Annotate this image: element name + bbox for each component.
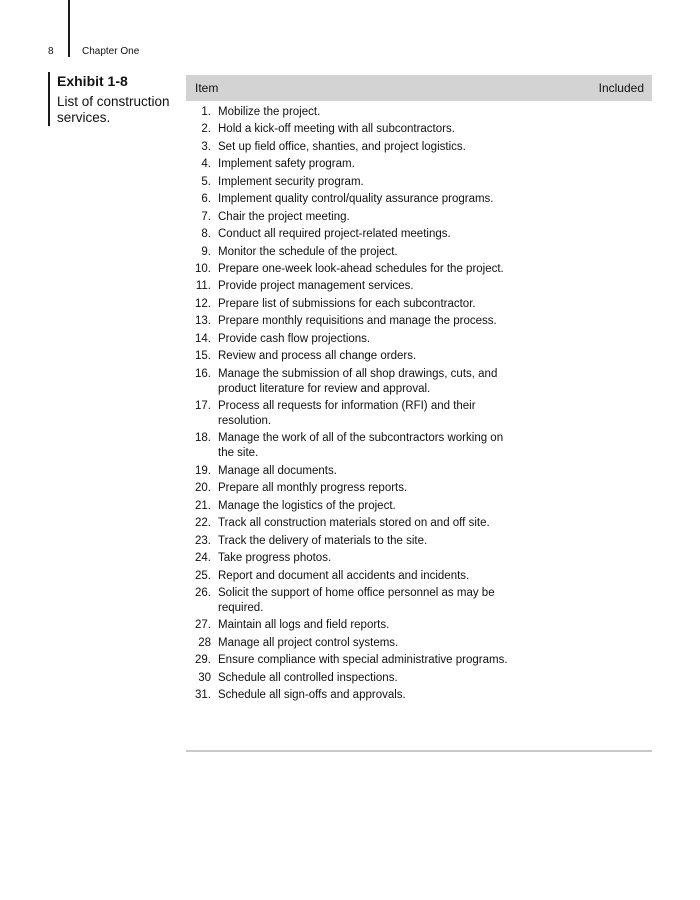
item-text: Chair the project meeting. (218, 210, 350, 223)
header-vertical-rule (68, 0, 70, 57)
item-number: 22. (195, 517, 211, 530)
table-row (186, 688, 652, 703)
item-number: 31. (195, 689, 211, 702)
table-row (186, 227, 652, 242)
item-text: Solicit the support of home office personnel as may be required. (218, 586, 495, 614)
table-row (186, 534, 652, 549)
table-row (186, 516, 652, 531)
chapter-title: Chapter One (82, 46, 140, 57)
item-number: 27. (195, 619, 211, 632)
table-row (186, 192, 652, 207)
table-row (186, 332, 652, 347)
item-number: 10. (195, 262, 211, 275)
item-text: Prepare one-week look-ahead schedules for the project. (218, 262, 504, 275)
services-table (186, 75, 652, 706)
table-row (186, 653, 652, 668)
item-number: 25. (195, 569, 211, 582)
item-number: 13. (195, 315, 211, 328)
table-row (186, 297, 652, 312)
table-row (186, 210, 652, 225)
table-row (186, 586, 652, 616)
table-row (186, 671, 652, 686)
table-row (186, 464, 652, 479)
item-text: Implement safety program. (218, 158, 355, 171)
item-text: Manage all documents. (218, 464, 337, 477)
table-row (186, 618, 652, 633)
table-row (186, 140, 652, 155)
table-row (186, 431, 652, 461)
table-row (186, 314, 652, 329)
item-text: Prepare list of submissions for each subcontractor. (218, 297, 476, 310)
table-row (186, 481, 652, 496)
column-header-item: Item (195, 81, 219, 95)
item-number: 9. (201, 245, 211, 258)
item-text: Take progress photos. (218, 552, 332, 565)
item-text: Monitor the schedule of the project. (218, 245, 398, 258)
item-text: Manage all project control systems. (218, 636, 399, 649)
item-text: Manage the logistics of the project. (218, 499, 396, 512)
item-number: 26. (195, 586, 211, 599)
item-text: Implement security program. (218, 175, 364, 188)
item-number: 2. (201, 123, 211, 136)
item-text: Set up field office, shanties, and project logistics. (218, 140, 466, 153)
item-number: 14. (195, 332, 211, 345)
item-number: 5. (201, 175, 211, 188)
item-text: Prepare monthly requisitions and manage the process. (218, 315, 497, 328)
table-row (186, 349, 652, 364)
item-text: Conduct all required project-related meetings. (218, 228, 451, 241)
item-text: Process all requests for information (RFI) and their resolution. (218, 400, 476, 427)
item-number: 21. (195, 499, 211, 512)
table-bottom-rule (186, 750, 652, 752)
item-text: Review and process all change orders. (218, 350, 417, 363)
item-text: Track all construction materials stored on and off site. (218, 517, 490, 530)
item-number: 4. (201, 158, 211, 171)
item-number: 11. (195, 280, 211, 293)
item-text: Prepare all monthly progress reports. (218, 482, 408, 495)
item-text: Report and document all accidents and incidents. (218, 569, 470, 582)
item-text: Maintain all logs and field reports. (218, 619, 390, 632)
item-text: Mobilize the project. (218, 106, 321, 118)
table-row (186, 105, 652, 120)
item-number: 3. (201, 140, 211, 153)
item-number: 23. (195, 534, 211, 547)
exhibit-label: Exhibit 1-8 (57, 73, 128, 89)
item-number: 19. (195, 464, 211, 477)
item-list (186, 101, 652, 703)
table-row (186, 262, 652, 277)
table-header (186, 75, 652, 101)
table-row (186, 569, 652, 584)
table-row (186, 122, 652, 137)
item-text: Hold a kick-off meeting with all subcontractors. (218, 123, 455, 136)
table-row (186, 636, 652, 651)
item-number: 12. (195, 297, 211, 310)
exhibit-caption: List of construction services. (57, 94, 170, 125)
item-text: Ensure compliance with special administrative programs. (218, 654, 508, 667)
table-row (186, 245, 652, 260)
table-row (186, 499, 652, 514)
item-number: 18. (195, 432, 211, 445)
table-row (186, 175, 652, 190)
item-text: Manage the submission of all shop drawings, cuts, and product literature for review and approval. (218, 367, 498, 395)
item-text: Schedule all controlled inspections. (218, 671, 398, 684)
item-number: 30 (198, 671, 211, 684)
item-number: 6. (201, 193, 211, 206)
item-number: 1. (201, 106, 211, 118)
item-number: 28 (198, 636, 211, 649)
item-number: 16. (195, 367, 211, 380)
table-row (186, 279, 652, 294)
table-row (186, 399, 652, 429)
table-row (186, 367, 652, 397)
item-number: 17. (195, 400, 211, 412)
item-number: 24. (195, 552, 211, 565)
item-text: Implement quality control/quality assurance programs. (218, 193, 494, 206)
exhibit-caption-block (48, 72, 187, 126)
item-text: Provide project management services. (218, 280, 414, 293)
item-text: Manage the work of all of the subcontractors working on the site. (218, 432, 504, 460)
item-text: Track the delivery of materials to the site. (218, 534, 428, 547)
column-header-included: Included (598, 81, 644, 95)
item-number: 15. (195, 350, 211, 363)
item-text: Schedule all sign-offs and approvals. (218, 689, 406, 702)
page-number: 8 (48, 46, 54, 57)
item-text: Provide cash flow projections. (218, 332, 371, 345)
table-row (186, 157, 652, 172)
item-number: 20. (195, 482, 211, 495)
item-number: 29. (195, 654, 211, 667)
table-row (186, 551, 652, 566)
item-number: 7. (201, 210, 211, 223)
item-number: 8. (201, 228, 211, 241)
